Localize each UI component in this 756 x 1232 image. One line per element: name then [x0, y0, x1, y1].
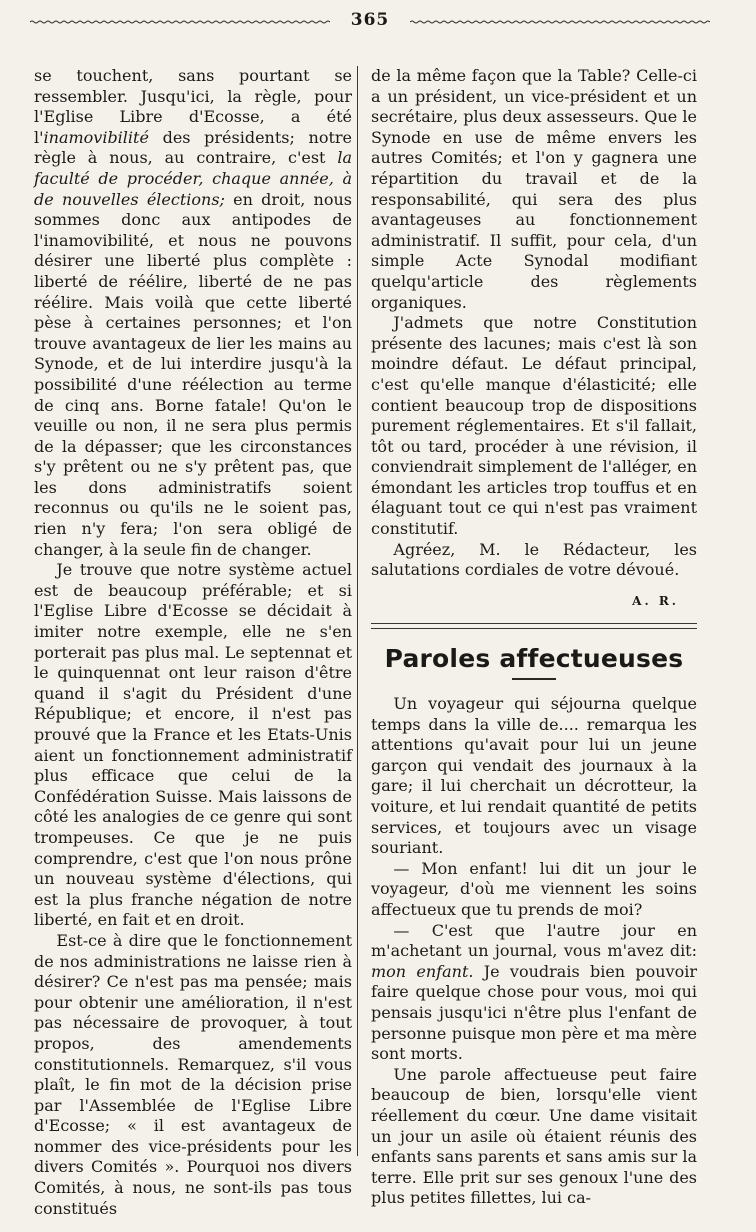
paragraph: J'admets que notre Constitution présente des lacunes; mais c'est là son moindre défaut. Le défaut principal, c'est qu'elle manque d'élasticité; elle contient beaucoup trop de dispositions purement réglementaires. Et s'il fallait, tôt ou tard, procéder à une révision, il conviendrait simplement de l'alléger, en émondant les articles trop touffus et en élaguant tout ce qui n'est pas vraiment constitutif.	[371, 313, 697, 539]
paragraph: Agréez, M. le Rédacteur, les salutations cordiales de votre dévoué.	[371, 539, 697, 580]
paragraph: de la même façon que la Table? Celle-ci a un président, un vice-président et un secrétaire, plus deux assesseurs. Que le Synode en use de même envers les autres Comités; et l'on y gagnera une répartition du travail et de la responsabilité, qui sera des plus avantageuses au fonctionnement administratif. Il suffit, pour cela, d'un simple Acte Synodal modifiant quelqu'article des règlements organiques.	[371, 66, 697, 312]
article-title: Paroles affectueuses	[384, 644, 684, 674]
paragraph: Je trouve que notre système actuel est de beaucoup préférable; et si l'Eglise Libre d'Ecosse se décidait à imiter notre exemple, elle ne s'en porterait pas plus mal. Le septennat et le quinquennat ont leur raison d'être quand il s'agit du Président d'une République; et encore, il n'est pas prouvé que la France et les Etats-Unis aient un fonctionnement administratif plus efficace que celui de la Confédération Suisse. Mais laissons de côté les analogies de ce genre qui sont trompeuses. Ce que je ne puis comprendre, c'est que l'on nous prône un nouveau système d'élections, qui est la plus franche négation de notre liberté, en fait et en droit.	[34, 560, 352, 930]
page-number: 365	[350, 10, 390, 30]
column-divider	[357, 66, 358, 1156]
paragraph: Une parole affectueuse peut faire beaucoup de bien, lorsqu'elle vient réellement du cœur. Une dame visitait un jour un asile où étaient réunis des enfants sans parents et sans amis sur la terre. Elle prit sur ses genoux l'une des plus petites fillettes, lui ca-	[371, 1064, 697, 1208]
page-header	[30, 10, 710, 32]
left-column	[34, 66, 352, 1219]
section-separator	[371, 623, 697, 629]
title-rule	[512, 678, 556, 680]
letter-signature: A. R.	[632, 593, 679, 608]
header-ornament-left	[30, 20, 330, 24]
paragraph: — Mon enfant! lui dit un jour le voyageur, d'où me viennent les soins affectueux que tu prends de moi?	[371, 858, 697, 919]
paragraph: Un voyageur qui séjourna quelque temps dans la ville de.... remarqua les attentions qu'avait pour lui un jeune garçon qui vendait des journaux à la gare; il lui cherchait un décrotteur, la voiture, et lui rendait quantité de petits services, et toujours avec un visage souriant.	[371, 694, 697, 858]
right-column	[371, 66, 697, 1209]
header-ornament-right	[410, 20, 710, 24]
paragraph: — C'est que l'autre jour en m'achetant un journal, vous m'avez dit: mon enfant. Je voudrais bien pouvoir faire quelque chose pour vous, moi qui pensais jusqu'ici n'être plus l'enfant de personne puisque mon père et ma mère sont morts.	[371, 920, 697, 1064]
paragraph: se touchent, sans pourtant se ressembler. Jusqu'ici, la règle, pour l'Eglise Libre d'Ecosse, a été l'inamovibilité des présidents; notre règle à nous, au contraire, c'est la faculté de procéder, chaque année, à de nouvelles élections; en droit, nous sommes donc aux antipodes de l'inamovibilité, et nous ne pouvons désirer une liberté plus complète : liberté de réélire, liberté de ne pas réélire. Mais voilà que cette liberté pèse à certaines personnes; et l'on trouve avantageux de lier les mains au Synode, et de lui interdire jusqu'à la possibilité d'une réélection au terme de cinq ans. Borne fatale! Qu'on le veuille ou non, il ne sera plus permis de la dépasser; que les circonstances s'y prêtent ou ne s'y prêtent pas, que les dons administratifs soient reconnus ou qu'ils ne le soient pas, rien n'y fera; l'on sera obligé de changer, à la seule fin de changer.	[34, 66, 352, 559]
paragraph: Est-ce à dire que le fonctionnement de nos administrations ne laisse rien à désirer? Ce n'est pas ma pensée; mais pour obtenir une amélioration, il n'est pas nécessaire de provoquer, à tout propos, des amendements constitutionnels. Remarquez, s'il vous plaît, le fin mot de la décision prise par l'Assemblée de l'Eglise Libre d'Ecosse; « il est avantageux de nommer des vice-présidents pour les divers Comités ». Pourquoi nos divers Comités, à nous, ne sont-ils pas tous constitués	[34, 930, 352, 1218]
